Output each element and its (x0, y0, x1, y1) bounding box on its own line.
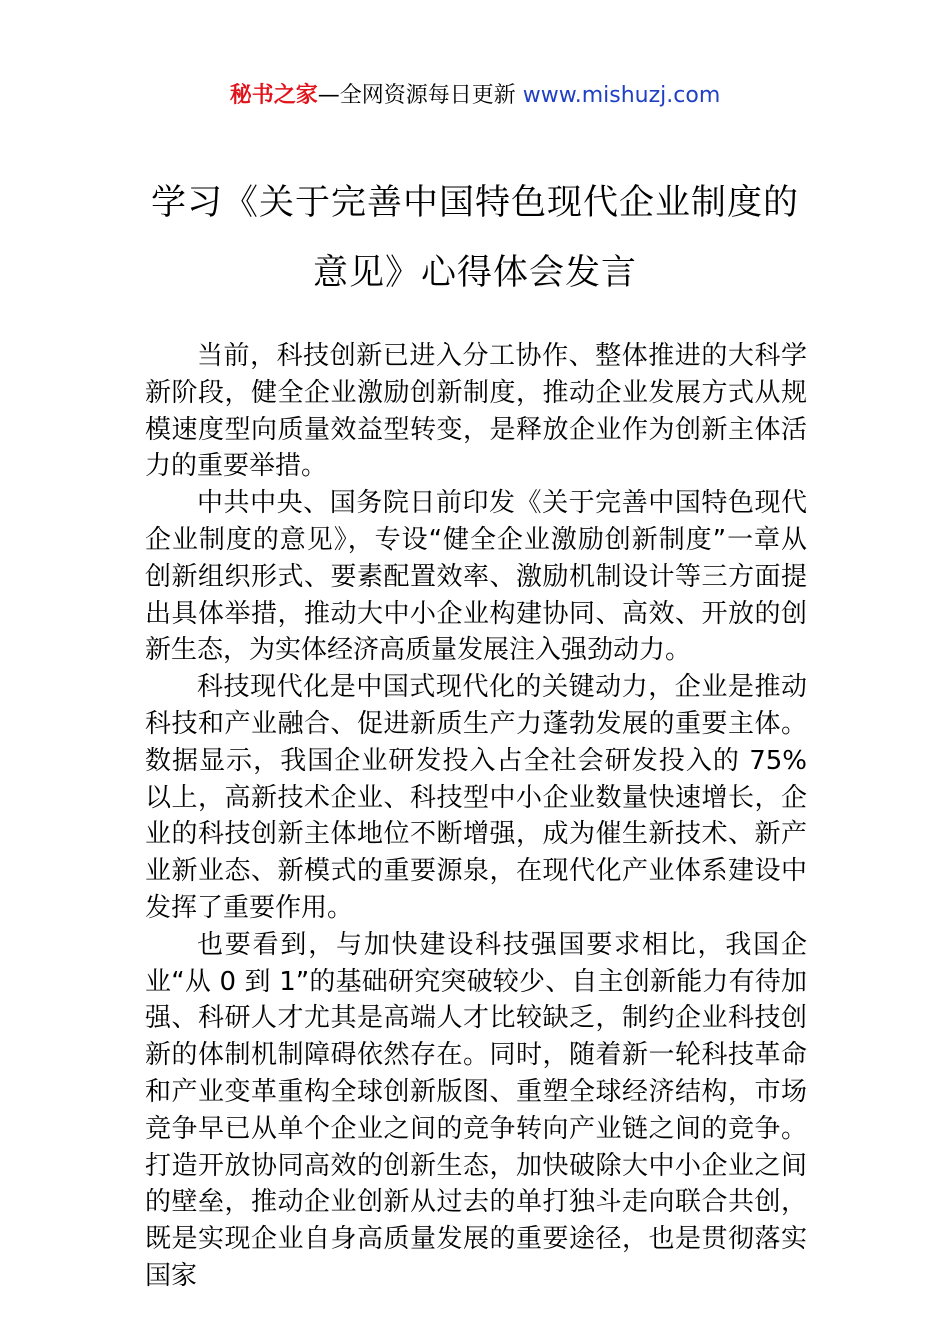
title-line-1: 学习《关于完善中国特色现代企业制度的 (150, 183, 799, 223)
document-body (145, 338, 807, 1295)
title-line-2: 意见》心得体会发言 (312, 253, 637, 293)
site-brand: 秘书之家 (229, 83, 318, 108)
site-url-link[interactable]: www.mishuzj.com (522, 83, 721, 108)
body-paragraph: 也要看到，与加快建设科技强国要求相比，我国企业“从 0 到 1”的基础研究突破较少、自主创新能力有待加强、科研人才尤其是高端人才比较缺乏，制约企业科技创新的体制机制障碍依然存在。同时，随着新一轮科技革命和产业变革重构全球创新版图、重塑全球经济结构，市场竞争早已从单个企业之间的竞争转向产业链之间的竞争。打造开放协同高效的创新生态，加快破除大中小企业之间的壁垒，推动企业创新从过去的单打独斗走向联合共创，既是实现企业自身高质量发展的重要途径，也是贯彻落实国家 (145, 929, 807, 1291)
site-tagline: —全网资源每日更新 (317, 83, 516, 108)
body-paragraph: 当前，科技创新已进入分工协作、整体推进的大科学新阶段，健全企业激励创新制度，推动企业发展方式从规模速度型向质量效益型转变，是释放企业作为创新主体活力的重要举措。 (145, 341, 807, 482)
body-paragraph: 科技现代化是中国式现代化的关键动力，企业是推动科技和产业融合、促进新质生产力蓬勃发展的重要主体。数据显示，我国企业研发投入占全社会研发投入的 75%以上，高新技术企业、科技型中小企业数量快速增长，企业的科技创新主体地位不断增强，成为催生新技术、新产业新业态、新模式的重要源泉，在现代化产业体系建设中发挥了重要作用。 (145, 672, 807, 923)
document-title (120, 168, 830, 308)
site-header (0, 80, 950, 112)
body-paragraph: 中共中央、国务院日前印发《关于完善中国特色现代企业制度的意见》，专设“健全企业激励创新制度”一章从创新组织形式、要素配置效率、激励机制设计等三方面提出具体举措，推动大中小企业构建协同、高效、开放的创新生态，为实体经济高质量发展注入强劲动力。 (145, 488, 807, 666)
